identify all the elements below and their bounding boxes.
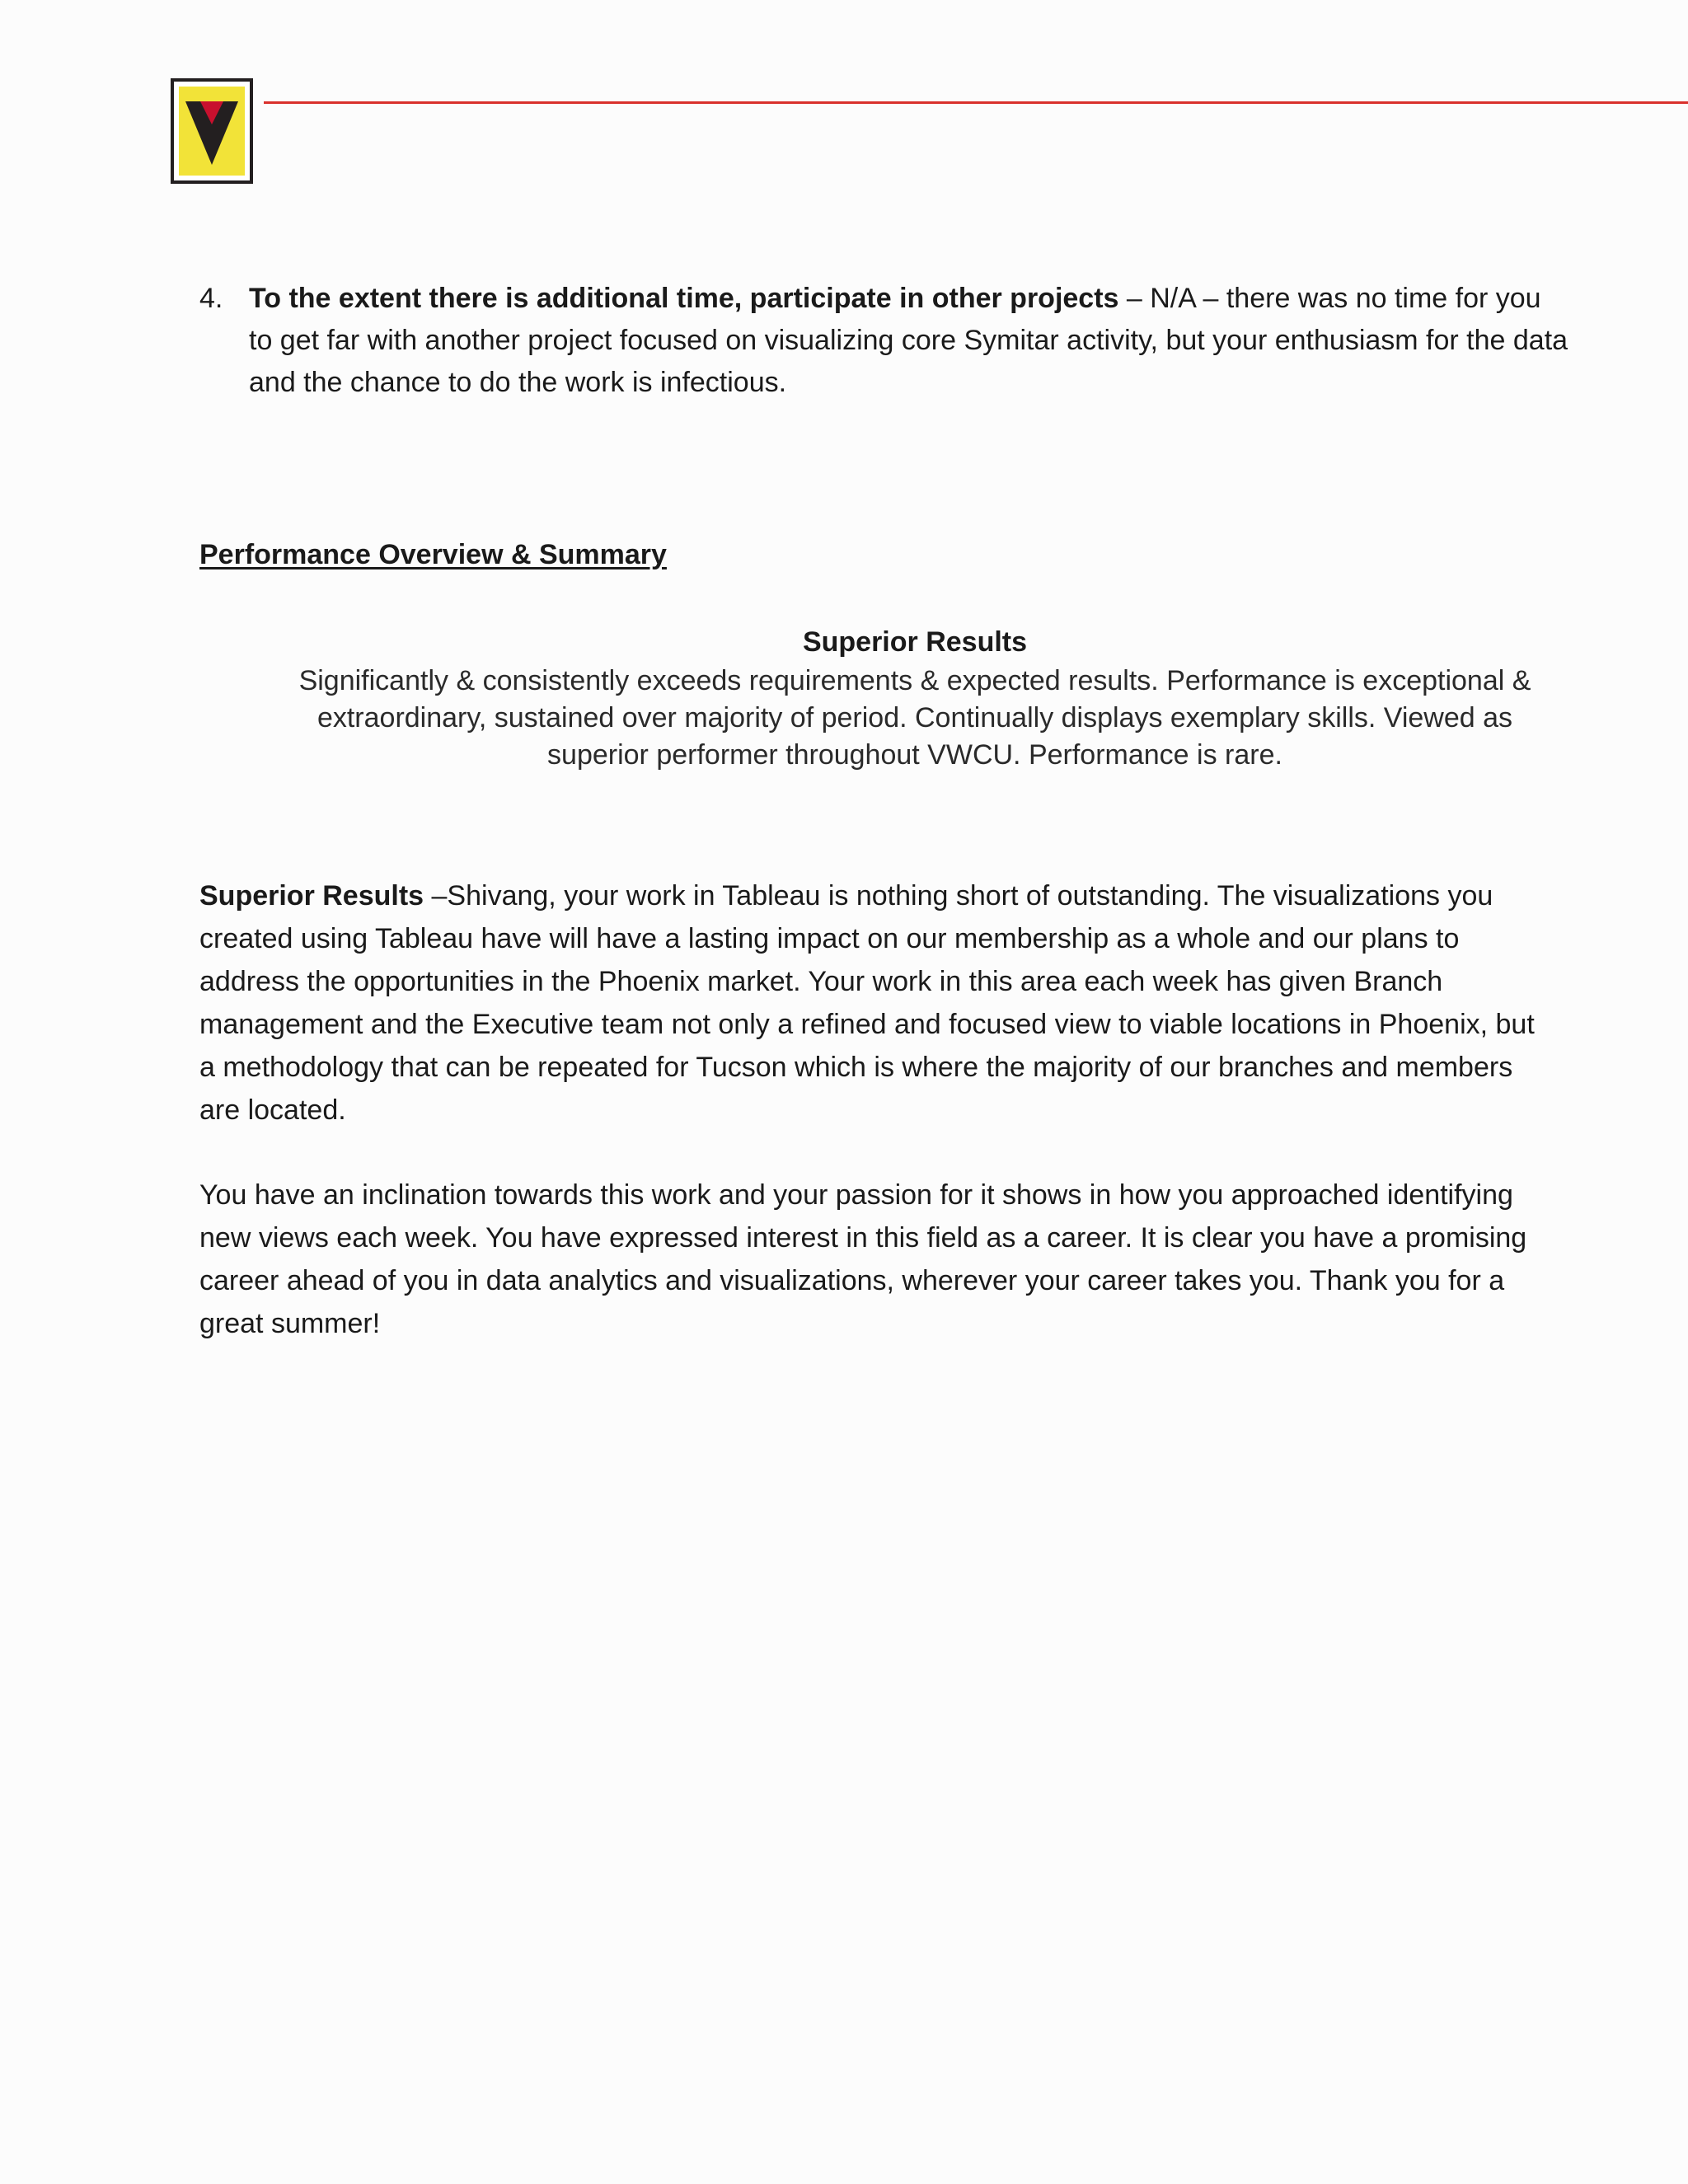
list-item-body xyxy=(249,278,1572,404)
rating-description: Significantly & consistently exceeds requirements & expected results. Performance is exceptional & extraordinary, sustained over majority of period. Continually displays exemplary skills. Viewed as superior performer throughout VWCU. Performance is rare. xyxy=(298,665,1531,771)
header-rule xyxy=(264,101,1688,104)
list-item-title: To the extent there is additional time, participate in other projects xyxy=(249,283,1119,314)
list-item-text: – N/A – there was no time for you to get far with another project focused on visualizing core Symitar activity, but your enthusiasm for the data and the chance to do the work is infectious. xyxy=(249,283,1568,398)
credit-union-logo xyxy=(171,78,253,184)
list-item-number: 4. xyxy=(199,283,223,314)
section-heading: Performance Overview & Summary xyxy=(199,539,667,570)
summary-rating-label: Superior Results xyxy=(199,880,424,912)
rating-definition xyxy=(290,621,1540,774)
rating-title: Superior Results xyxy=(802,626,1028,658)
credit-union-triangle-logo-icon xyxy=(171,78,253,184)
closing-paragraph: You have an inclination towards this work and your passion for it shows in how you approached identifying new views each week. You have expressed interest in this field as a career. It is clear you have a promising career ahead of you in data analytics and visualizations, wherever your career takes you. Thank you for a great summer! xyxy=(199,1179,1527,1339)
summary-paragraph xyxy=(199,874,1551,1132)
summary-text: –Shivang, your work in Tableau is nothing short of outstanding. The visualizations you created using Tableau have will have a lasting impact on our membership as a whole and our plans to address the opportunities in the Phoenix market. Your work in this area each week has given Branch management and the Executive team not only a refined and focused view to viable locations in Phoenix, but a methodology that can be repeated for Tucson which is where the majority of our branches and members are located. xyxy=(199,880,1535,1126)
